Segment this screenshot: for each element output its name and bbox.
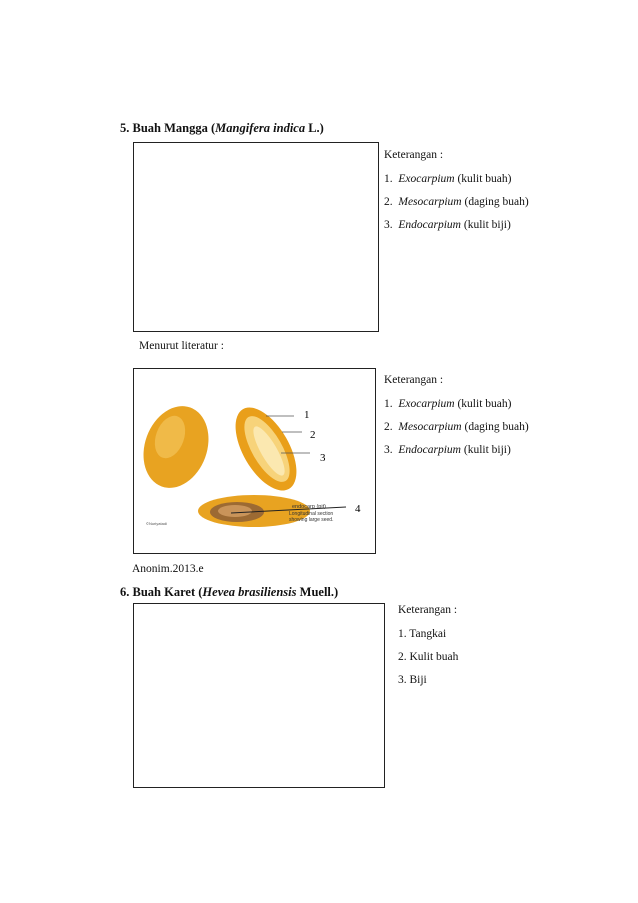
keterangan-title: Keterangan : [384, 374, 444, 386]
item-latin: Mesocarpium [398, 421, 462, 433]
figure-box-mango-literature [133, 368, 376, 554]
mango-illustration [134, 369, 375, 553]
keterangan-item-1 [384, 398, 529, 421]
label-2: 2 [310, 429, 316, 441]
figure-source: Anonim.2013.e [132, 563, 204, 575]
section-number: 6. [120, 585, 130, 599]
keterangan-item-1: 1. Tangkai [398, 628, 447, 640]
item-desc: (daging buah) [464, 421, 529, 433]
keterangan-title: Keterangan : [398, 604, 458, 616]
keterangan-item-2: 2. Kulit buah [398, 651, 459, 663]
keterangan-item-2 [384, 196, 529, 219]
heading-prefix: Buah Karet ( [132, 585, 203, 599]
item-num: 3. [384, 219, 393, 231]
item-num: 1. [384, 398, 393, 410]
heading-suffix: Muell.) [296, 585, 339, 599]
item-num: 1. [384, 173, 393, 185]
keterangan-mango-observed [384, 149, 529, 242]
keterangan-rubber-fruit [398, 604, 458, 697]
item-latin: Endocarpium [398, 219, 461, 231]
keterangan-item-3 [384, 219, 529, 242]
heading-latin: Mangifera indica [215, 121, 306, 135]
keterangan-item-3 [384, 444, 529, 467]
label-4: 4 [355, 503, 361, 515]
item-latin: Mesocarpium [398, 196, 462, 208]
item-num: 2. [384, 196, 393, 208]
item-desc: (kulit biji) [463, 444, 511, 456]
heading-latin: Hevea brasiliensis [202, 585, 297, 599]
label-3: 3 [320, 452, 326, 464]
heading-suffix: L.) [305, 121, 324, 135]
label-1: 1 [304, 409, 310, 421]
section-number: 5. [120, 121, 130, 135]
item-desc: (kulit biji) [463, 219, 511, 231]
section-6-heading [120, 585, 338, 600]
literature-label: Menurut literatur : [139, 340, 224, 352]
keterangan-item-3: 3. Biji [398, 674, 427, 686]
item-desc: (daging buah) [464, 196, 529, 208]
item-num: 2. [384, 421, 393, 433]
section-5-heading [120, 121, 324, 136]
keterangan-item-1 [384, 173, 529, 196]
keterangan-title: Keterangan : [384, 149, 444, 161]
figure-credit: ©Nuriyatadi [146, 521, 167, 526]
item-desc: (kulit buah) [457, 173, 512, 185]
photo-box-rubber-fruit [133, 603, 385, 788]
keterangan-item-2 [384, 421, 529, 444]
section-caption-1: Longitudinal section [289, 511, 334, 517]
mango-pit-inner [218, 505, 252, 517]
item-latin: Exocarpium [398, 398, 455, 410]
photo-box-mango-observed [133, 142, 379, 332]
section-caption-2: showing large seed. [289, 517, 334, 523]
heading-prefix: Buah Mangga ( [132, 121, 216, 135]
item-latin: Endocarpium [398, 444, 461, 456]
item-latin: Exocarpium [398, 173, 455, 185]
endocarp-caption: endocarp (pit) [292, 504, 326, 510]
item-desc: (kulit buah) [457, 398, 512, 410]
keterangan-mango-literature [384, 374, 529, 467]
item-num: 3. [384, 444, 393, 456]
